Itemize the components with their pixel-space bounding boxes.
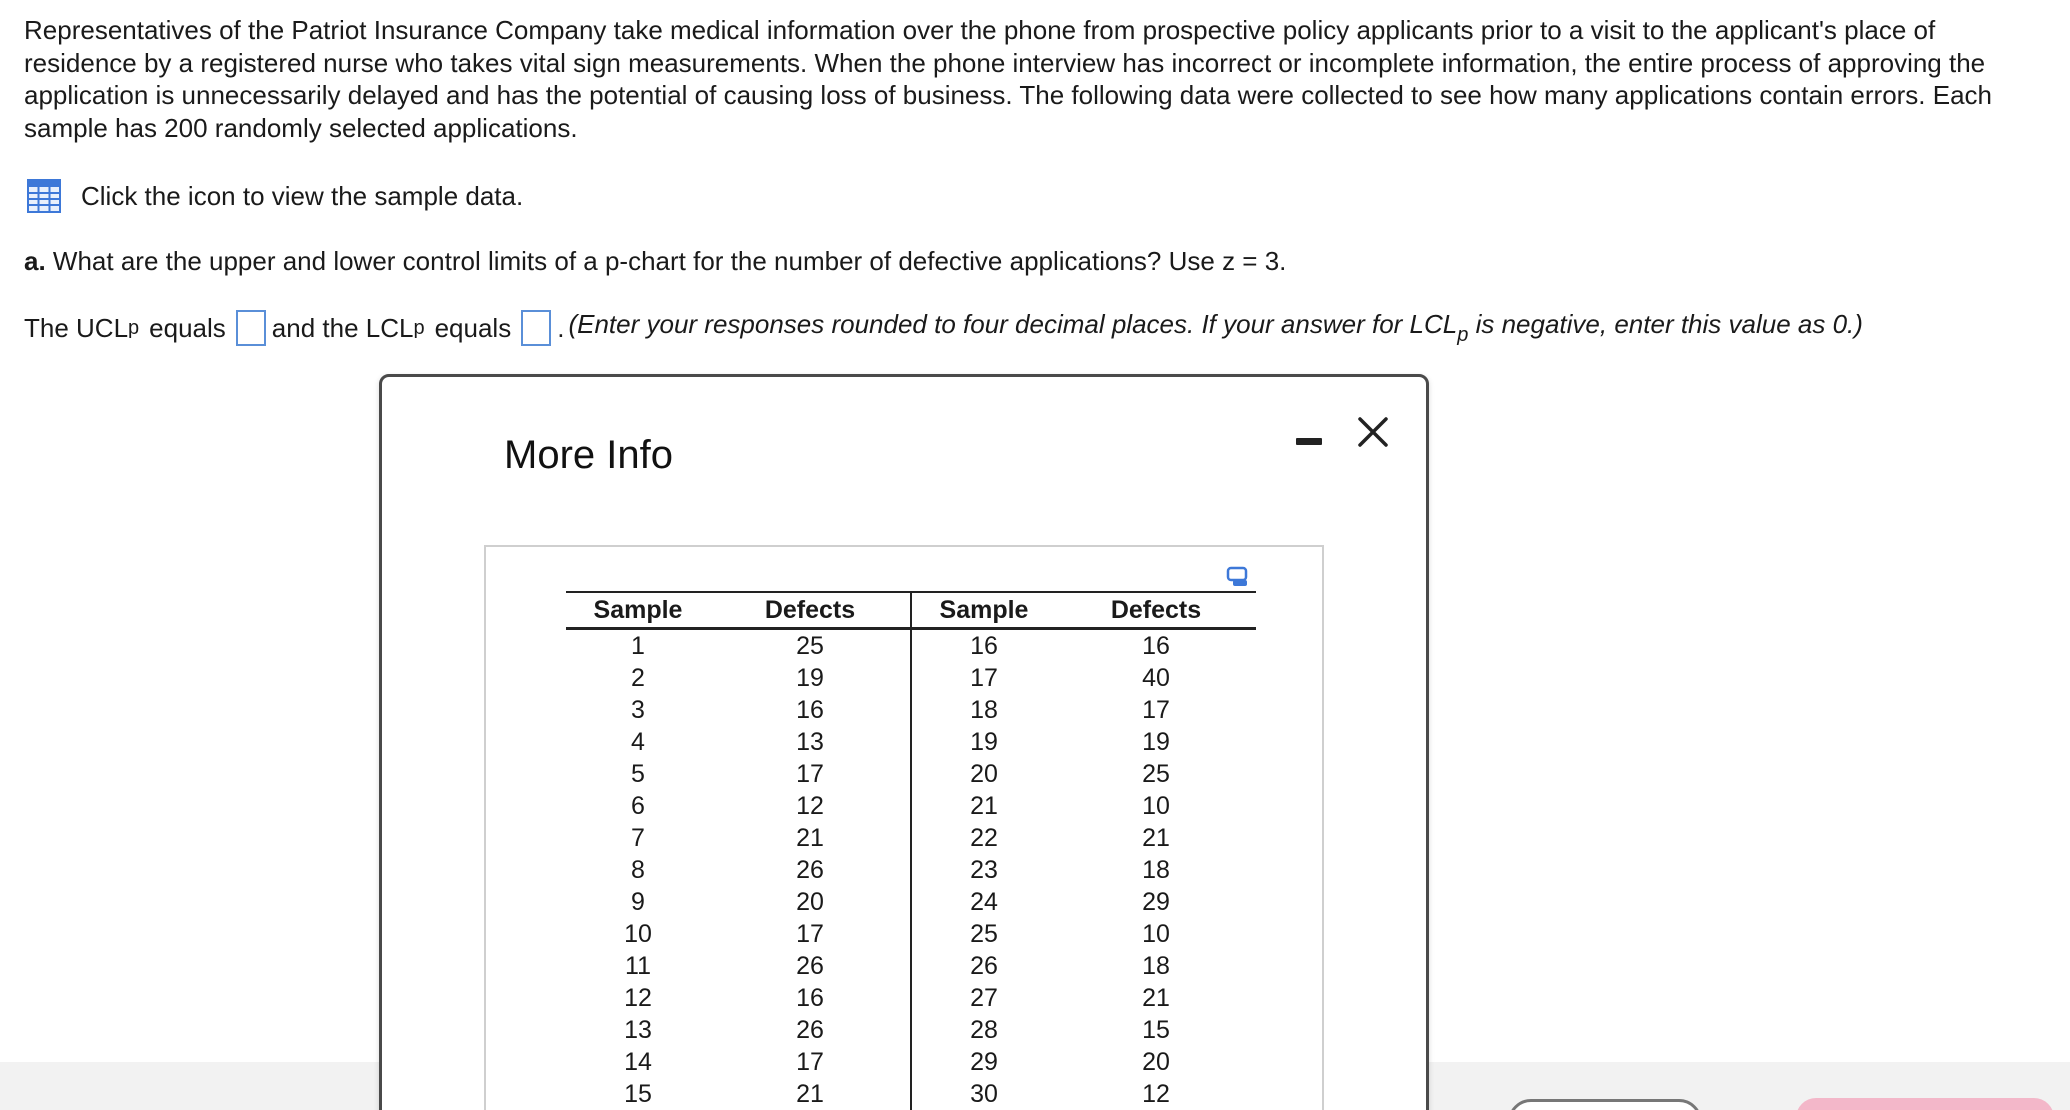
column-header-sample-2: Sample: [911, 592, 1056, 629]
defects-cell: 18: [1142, 952, 1170, 980]
table-header-row: [566, 592, 1256, 629]
table-row: [566, 1046, 1256, 1078]
dialog-title: More Info: [504, 433, 673, 477]
defects-cell: 10: [1142, 792, 1170, 820]
sample-cell: 12: [624, 984, 652, 1012]
answer-period: .: [557, 312, 565, 343]
defects-cell: 19: [1142, 728, 1170, 756]
defects-cell: 17: [796, 920, 824, 948]
sample-cell: 18: [911, 694, 1056, 726]
table-row: [566, 726, 1256, 758]
table-row: [566, 982, 1256, 1014]
copy-icon[interactable]: [1225, 565, 1251, 591]
defects-cell: 26: [796, 952, 824, 980]
sample-cell: 14: [624, 1048, 652, 1076]
defects-cell: 12: [1056, 1078, 1256, 1110]
sample-cell: 24: [911, 886, 1056, 918]
problem-statement: Representatives of the Patriot Insurance Company take medical information over the phone from prospective policy applicants prior to a visit to the applicant's place of residence by a registered nurse who takes vital sign measurements. When the phone interview has incorrect or incomplete information, the entire process of approving the application is unnecessarily delayed and has the potential of causing loss of business. The following data were collected to see how many applications contain errors. Each sample has 200 randomly selected applications.: [24, 15, 1993, 143]
more-info-dialog: [379, 374, 1429, 1110]
sample-cell: 25: [911, 918, 1056, 950]
defects-cell: 12: [796, 792, 824, 820]
answer-hint-text-b: is negative, enter this value as 0.): [1475, 309, 1863, 339]
defects-cell: 29: [1142, 888, 1170, 916]
defects-cell: 21: [1142, 824, 1170, 852]
table-row: [566, 950, 1256, 982]
sample-cell: 19: [911, 726, 1056, 758]
table-row: [566, 758, 1256, 790]
minimize-icon[interactable]: [1296, 428, 1322, 452]
table-row: [566, 790, 1256, 822]
column-header-defects-2: Defects: [1056, 592, 1256, 629]
sample-cell: 15: [566, 1078, 710, 1110]
sample-cell: 20: [911, 758, 1056, 790]
table-row: [566, 629, 1256, 663]
column-header-sample-1: Sample: [566, 592, 710, 629]
defects-cell: 20: [1142, 1048, 1170, 1076]
sample-cell: 5: [631, 760, 645, 788]
defects-cell: 19: [796, 664, 824, 692]
sample-data-link-label[interactable]: Click the icon to view the sample data.: [81, 180, 524, 211]
sample-cell: 6: [631, 792, 645, 820]
table-body: [566, 629, 1256, 1110]
defects-cell: 16: [796, 984, 824, 1012]
table-row: [566, 822, 1256, 854]
table-row: [566, 694, 1256, 726]
sample-cell: 27: [911, 982, 1056, 1014]
lcl-equals: equals: [434, 312, 512, 343]
defects-cell: 13: [796, 728, 824, 756]
lcl-input[interactable]: [521, 310, 551, 346]
defects-cell: 21: [796, 824, 824, 852]
sample-cell: 10: [624, 920, 652, 948]
table-row: [566, 1078, 1256, 1110]
defects-cell: 17: [1142, 696, 1170, 724]
sample-cell: 11: [625, 952, 651, 980]
sample-cell: 4: [631, 728, 645, 756]
sample-data-panel: [484, 545, 1324, 1110]
ucl-equals: equals: [149, 312, 226, 343]
lcl-subscript: p: [413, 316, 425, 339]
defects-cell: 15: [1142, 1016, 1170, 1044]
sample-cell: 28: [911, 1014, 1056, 1046]
sample-cell: 13: [624, 1016, 652, 1044]
sample-cell: 8: [631, 856, 645, 884]
sample-data-table: [566, 591, 1256, 1110]
ucl-input[interactable]: [236, 310, 266, 346]
sample-cell: 1: [631, 632, 645, 660]
defects-cell: 18: [1142, 856, 1170, 884]
sample-cell: 16: [911, 629, 1056, 663]
defects-cell: 40: [1142, 664, 1170, 692]
close-icon[interactable]: [1355, 414, 1391, 450]
ucl-label: The UCL: [24, 312, 129, 343]
sample-cell: 2: [631, 664, 645, 692]
question-a: [24, 246, 1286, 277]
defects-cell: 16: [1142, 632, 1170, 660]
grid-icon[interactable]: [27, 179, 61, 213]
defects-cell: 20: [796, 888, 824, 916]
defects-cell: 25: [1142, 760, 1170, 788]
lcl-label: and the LCL: [271, 312, 414, 343]
defects-cell: 10: [1142, 920, 1170, 948]
defects-cell: 26: [796, 1016, 824, 1044]
defects-cell: 25: [796, 632, 824, 660]
table-row: [566, 918, 1256, 950]
defects-cell: 17: [796, 1048, 824, 1076]
answer-hint: [568, 309, 1862, 347]
table-row: [566, 854, 1256, 886]
ucl-subscript: p: [128, 316, 140, 339]
sample-cell: 26: [911, 950, 1056, 982]
sample-cell: 7: [631, 824, 645, 852]
sample-cell: 17: [911, 662, 1056, 694]
hint-subscript: p: [1457, 324, 1469, 346]
sample-cell: 23: [911, 854, 1056, 886]
question-part-label: a.: [24, 246, 46, 276]
sample-cell: 30: [911, 1078, 1056, 1110]
sample-cell: 3: [631, 696, 645, 724]
sample-data-link[interactable]: [27, 179, 523, 213]
sample-cell: 9: [631, 888, 645, 916]
bottom-outline-button[interactable]: [1508, 1099, 1702, 1110]
defects-cell: 21: [1142, 984, 1170, 1012]
defects-cell: 16: [796, 696, 824, 724]
defects-cell: 21: [710, 1078, 911, 1110]
column-header-defects-1: Defects: [710, 592, 911, 629]
sample-cell: 21: [911, 790, 1056, 822]
defects-cell: 17: [796, 760, 824, 788]
bottom-primary-button[interactable]: [1796, 1098, 2054, 1110]
answer-hint-text-a: (Enter your responses rounded to four decimal places. If your answer for LCL: [568, 309, 1458, 339]
defects-cell: 26: [796, 856, 824, 884]
answer-line: [24, 309, 1863, 347]
table-row: [566, 1014, 1256, 1046]
question-text: What are the upper and lower control limits of a p-chart for the number of defective applications? Use z = 3.: [52, 246, 1287, 276]
table-row: [566, 662, 1256, 694]
sample-cell: 29: [911, 1046, 1056, 1078]
table-row: [566, 886, 1256, 918]
sample-cell: 22: [911, 822, 1056, 854]
